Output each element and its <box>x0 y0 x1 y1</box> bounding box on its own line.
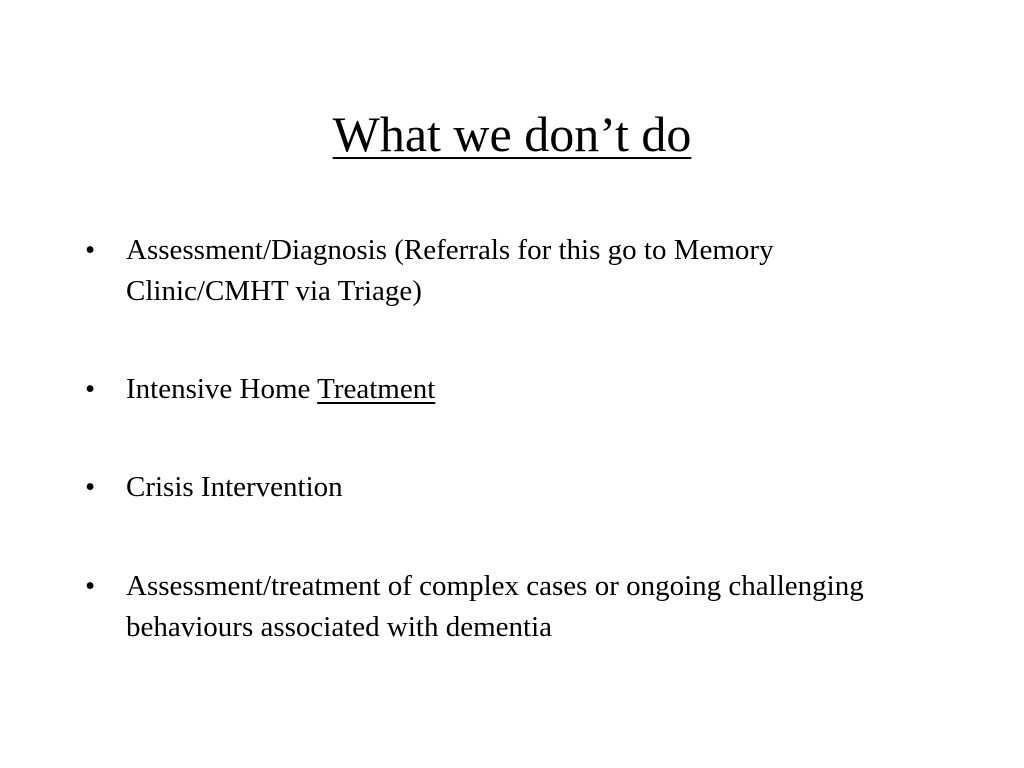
bullet-dot-icon: • <box>85 373 96 405</box>
bullet-text-plain: Intensive Home <box>126 373 318 405</box>
bullet-dot-icon: • <box>85 471 96 503</box>
slide-title: What we don’t do <box>332 106 692 162</box>
bullet-dot-icon: • <box>85 234 96 266</box>
bullet-item-intensive-home-treatment <box>85 369 905 410</box>
bullet-item-crisis-intervention <box>85 467 905 508</box>
bullet-item-complex-cases <box>85 566 905 648</box>
bullet-text: Crisis Intervention <box>126 471 343 503</box>
bullet-text: Assessment/Diagnosis (Referrals for this go to Memory Clinic/CMHT via Triage) <box>126 234 774 307</box>
bullet-dot-icon: • <box>85 570 96 602</box>
bullet-text: Assessment/treatment of complex cases or ongoing challenging behaviours associated with dementia <box>126 570 864 643</box>
bullet-text-underlined: Treatment <box>317 373 436 405</box>
bullet-text <box>126 369 905 410</box>
bullet-item-assessment-diagnosis <box>85 230 905 312</box>
